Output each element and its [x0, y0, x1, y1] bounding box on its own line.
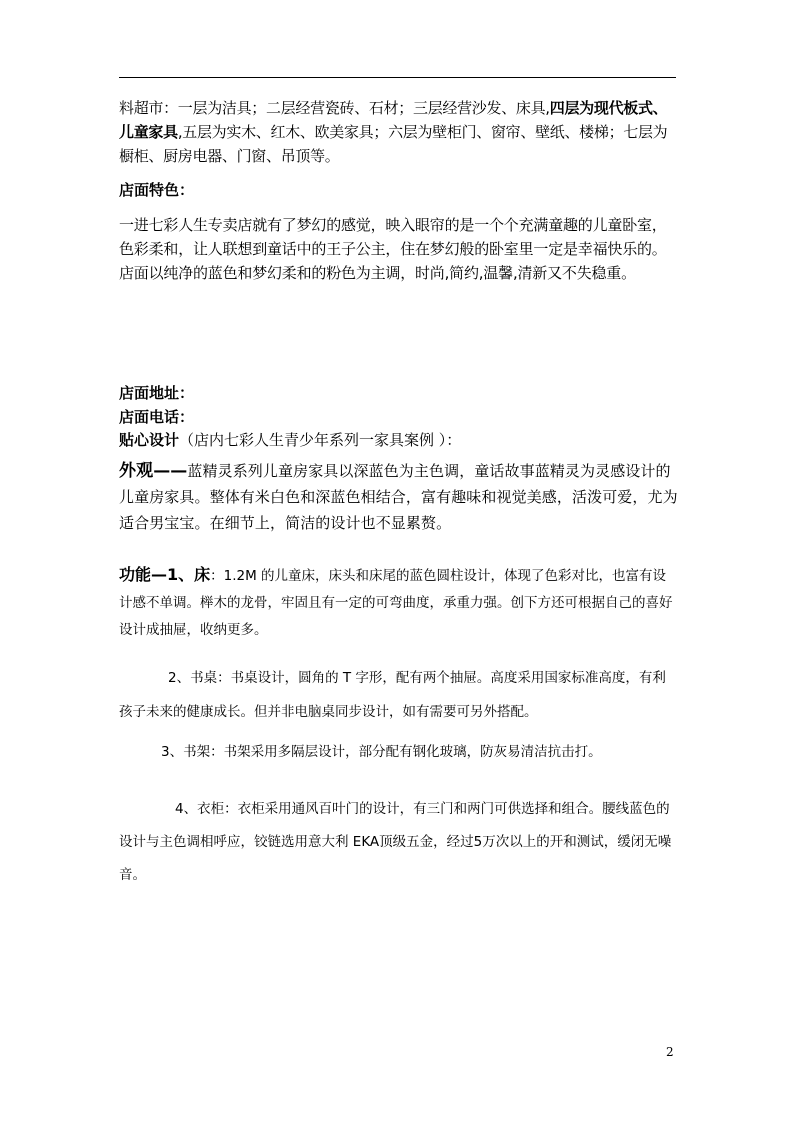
thoughtful-design-bold: 贴心设计 — [119, 431, 180, 449]
thoughtful-design-rest: （店内七彩人生青少年系列一家具案例 ）： — [179, 431, 462, 449]
appearance-paragraph — [119, 458, 679, 536]
intro-text-bold: 四层为现代板式、儿童家具 — [119, 99, 668, 141]
header-rule — [119, 77, 676, 78]
wardrobe-paragraph: 4、衣柜：衣柜采用通风百叶门的设计，有三门和两门可供选择和组合。腰线蓝色的设计与主色调相呼应，铰链选用意大利 EKA顶级五金，经过5万次以上的开和测试，缓闭无噪音。 — [119, 801, 672, 883]
intro-text-a: 料超市：一层为洁具；二层经营瓷砖、石材；三层经营沙发、床具, — [119, 99, 550, 117]
feature-heading: 店面特色： — [119, 181, 195, 199]
appearance-text: 蓝精灵系列儿童房家具以深蓝色为主色调，童话故事蓝精灵为灵感设计的儿童房家具。整体有米白色和深蓝色相结合，富有趣味和视觉美感，活泼可爱，尤为适合男宝宝。在细节上，简洁的设计也不显累赘。 — [119, 462, 678, 532]
appearance-lead: 外观—— — [119, 461, 188, 481]
feature-paragraph: 一进七彩人生专卖店就有了梦幻的感觉，映入眼帘的是一个个充满童趣的儿童卧室，色彩柔和，让人联想到童话中的王子公主，住在梦幻般的卧室里一定是幸福快乐的。店面以纯净的蓝色和梦幻柔和的粉色为主调，时尚,简约,温馨,清新又不失稳重。 — [119, 216, 667, 282]
thoughtful-design-heading — [119, 428, 679, 452]
function-bed-paragraph — [119, 561, 679, 644]
desk-paragraph: 2、书桌：书桌设计，圆角的 T 字形，配有两个抽屉。高度采用国家标准高度，有利孩子未来的健康成长。但并非电脑桌同步设计，如有需要可另外搭配。 — [119, 670, 666, 720]
address-label: 店面地址： — [119, 384, 195, 402]
intro-paragraph — [119, 96, 679, 168]
intro-text-b: ,五层为实木、红木、欧美家具；六层为壁柜门、窗帘、壁纸、楼梯；七层为橱柜、厨房电器、门窗、吊顶等。 — [119, 123, 668, 165]
bookshelf-paragraph: 3、书架：书架采用多隔层设计，部分配有钢化玻璃，防灰易清洁抗击打。 — [161, 744, 602, 760]
function-colon: ： — [210, 568, 224, 584]
function-lead: 功能—1、床 — [119, 565, 211, 584]
phone-label: 店面电话： — [119, 408, 195, 426]
function-text: 1.2M 的儿童床，床头和床尾的蓝色圆柱设计，体现了色彩对比，也富有设计感不单调。榉木的龙骨，牢固且有一定的可弯曲度，承重力强。创下方还可根据自己的喜好设计成抽屉，收纳更多。 — [119, 568, 673, 638]
page-number: 2 — [666, 1045, 674, 1059]
